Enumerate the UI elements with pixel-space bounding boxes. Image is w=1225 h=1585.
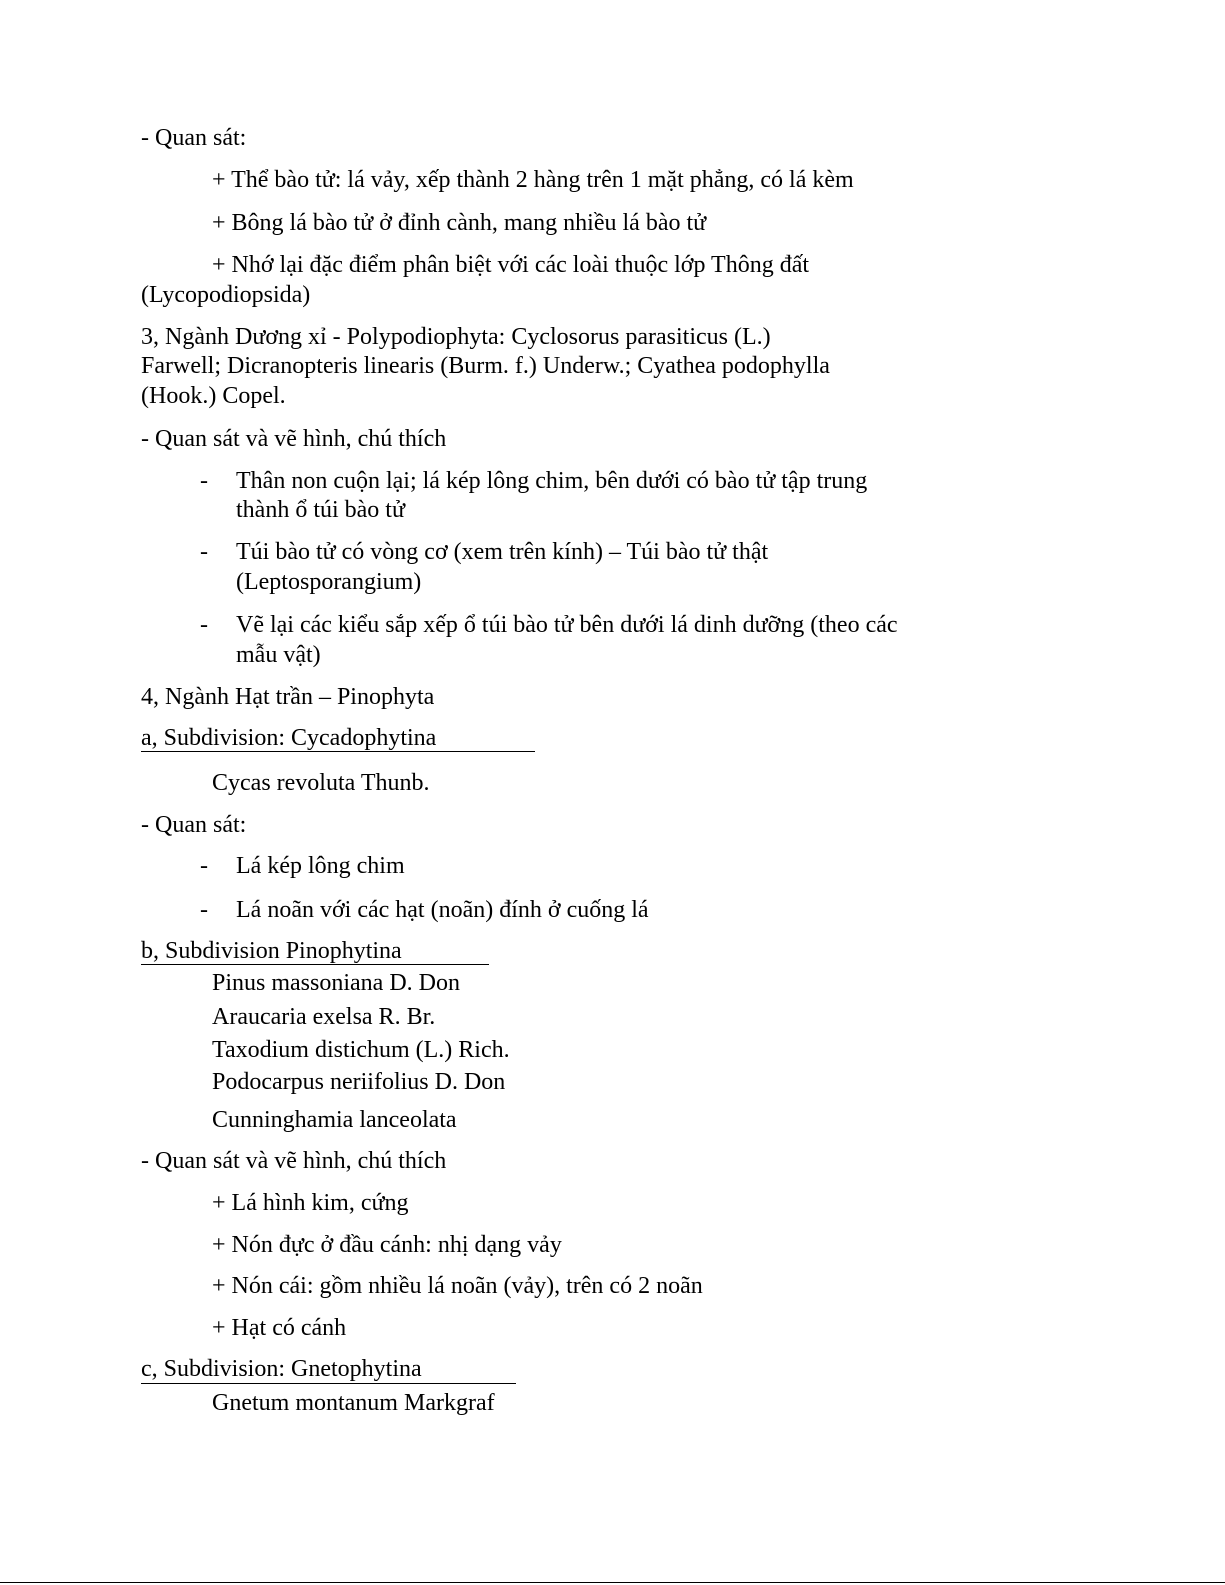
text-line: + Nón cái: gồm nhiều lá noãn (vảy), trên có 2 noãn	[212, 1273, 703, 1299]
text-line: + Hạt có cánh	[212, 1315, 347, 1341]
text-line: (Lycopodiopsida)	[141, 282, 311, 308]
heading-underline	[141, 751, 535, 752]
observe-heading-1: - Quan sát:	[141, 125, 247, 151]
bullet-dash: -	[200, 853, 208, 879]
species-name: Cunninghamia lanceolata	[212, 1107, 457, 1133]
species-name: Gnetum montanum Markgraf	[212, 1390, 495, 1416]
list-item: (Leptosporangium)	[236, 569, 422, 595]
bullet-dash: -	[200, 468, 208, 494]
species-name: Pinus massoniana D. Don	[212, 970, 460, 996]
subdivision-heading-b: b, Subdivision Pinophytina	[141, 938, 402, 964]
species-name: Cycas revoluta Thunb.	[212, 770, 430, 796]
bullet-dash: -	[200, 539, 208, 565]
heading-underline	[141, 1383, 516, 1384]
bullet-dash: -	[200, 897, 208, 923]
text-line: (Hook.) Copel.	[141, 383, 286, 409]
species-name: Taxodium distichum (L.) Rich.	[212, 1037, 510, 1063]
bullet-dash: -	[200, 612, 208, 638]
list-item: Thân non cuộn lại; lá kép lông chim, bên dưới có bào tử tập trung	[236, 468, 868, 494]
section-heading-4: 4, Ngành Hạt trần – Pinophyta	[141, 684, 435, 710]
list-item: Túi bào tử có vòng cơ (xem trên kính) – Túi bào tử thật	[236, 539, 769, 565]
list-item: mẫu vật)	[236, 642, 321, 668]
list-item: Lá noãn với các hạt (noãn) đính ở cuống lá	[236, 897, 649, 923]
heading-underline	[141, 964, 489, 965]
observe-heading-2: - Quan sát và vẽ hình, chú thích	[141, 426, 447, 452]
text-line: + Nhớ lại đặc điểm phân biệt với các loài thuộc lớp Thông đất	[212, 252, 810, 278]
text-line: + Lá hình kim, cứng	[212, 1190, 409, 1216]
subdivision-heading-a: a, Subdivision: Cycadophytina	[141, 725, 437, 751]
observe-heading-4: - Quan sát và vẽ hình, chú thích	[141, 1148, 447, 1174]
page-bottom-rule	[0, 1582, 1225, 1583]
text-line: + Nón đực ở đầu cánh: nhị dạng vảy	[212, 1232, 562, 1258]
list-item: Lá kép lông chim	[236, 853, 405, 879]
species-name: Araucaria exelsa R. Br.	[212, 1004, 436, 1030]
subdivision-heading-c: c, Subdivision: Gnetophytina	[141, 1356, 422, 1382]
species-name: Podocarpus neriifolius D. Don	[212, 1069, 506, 1095]
list-item: Vẽ lại các kiểu sắp xếp ổ túi bào tử bên dưới lá dinh dưỡng (theo các	[236, 612, 898, 638]
text-line: + Thể bào tử: lá vảy, xếp thành 2 hàng trên 1 mặt phẳng, có lá kèm	[212, 167, 854, 193]
section-heading-3: 3, Ngành Dương xỉ - Polypodiophyta: Cyclosorus parasiticus (L.)	[141, 324, 771, 350]
observe-heading-3: - Quan sát:	[141, 812, 247, 838]
list-item: thành ổ túi bào tử	[236, 497, 405, 523]
text-line: Farwell; Dicranopteris linearis (Burm. f.) Underw.; Cyathea podophylla	[141, 353, 830, 379]
text-line: + Bông lá bào tử ở đỉnh cành, mang nhiều lá bào tử	[212, 210, 707, 236]
